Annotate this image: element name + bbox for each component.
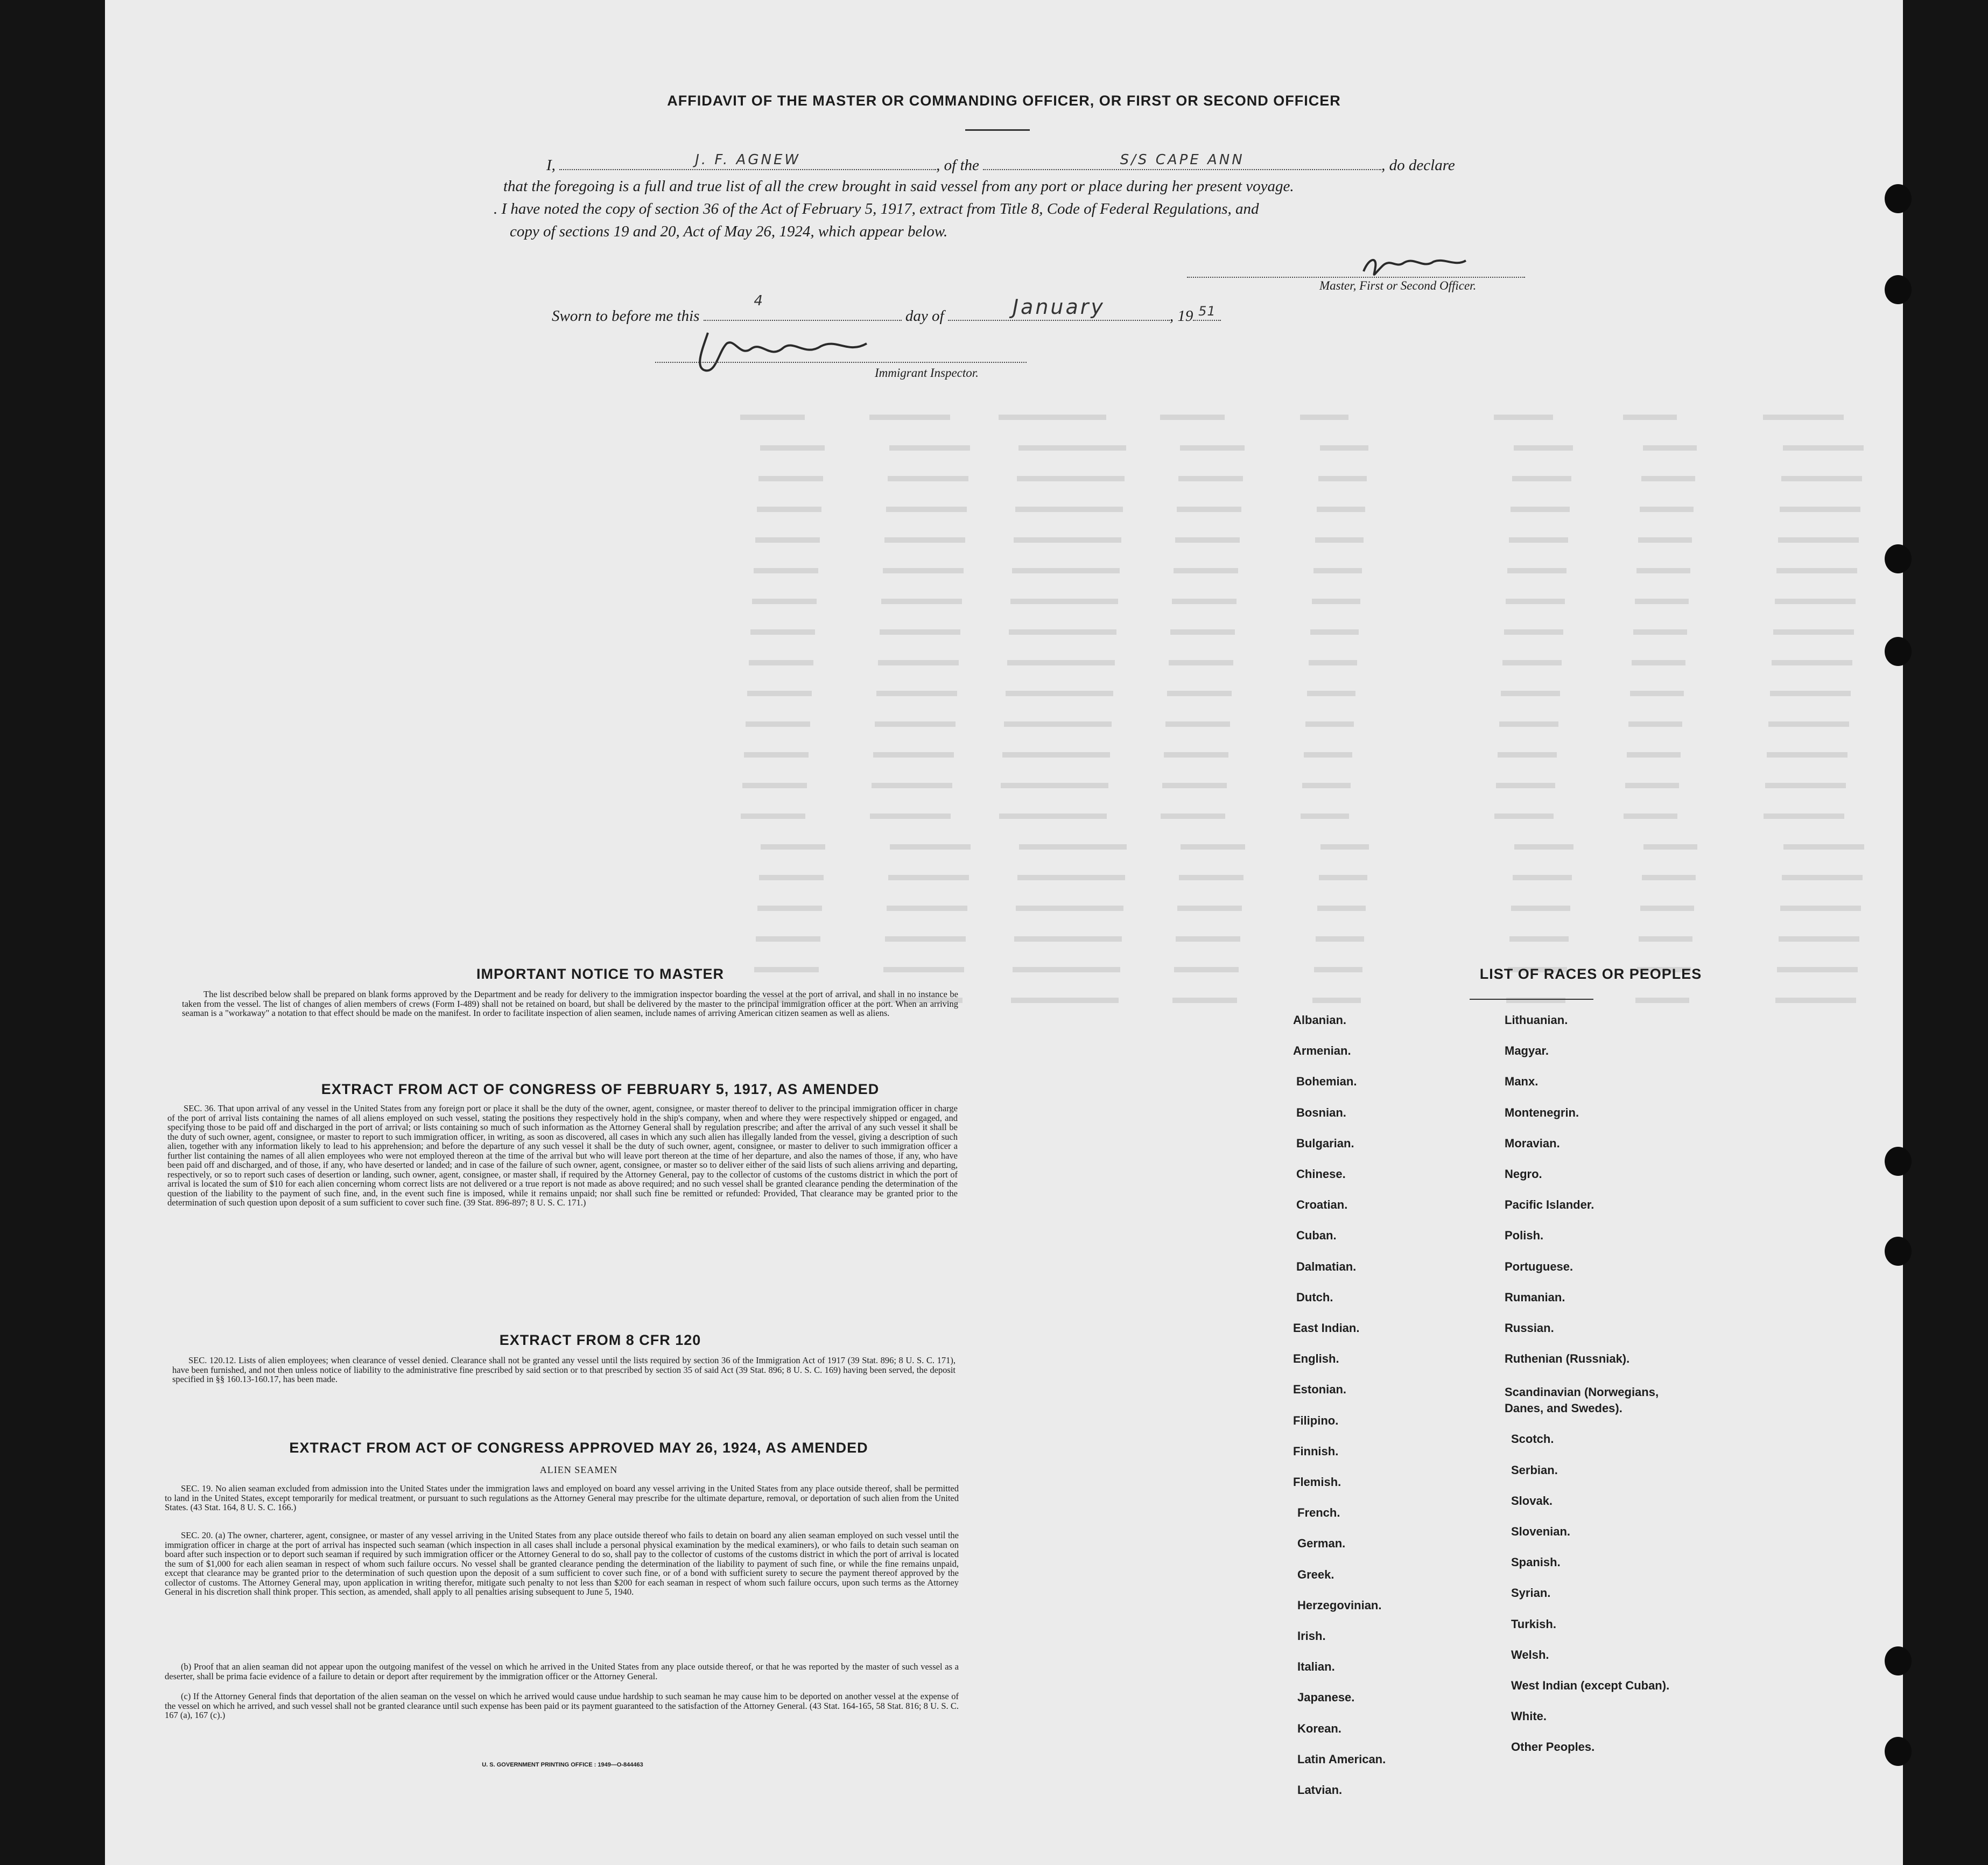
year-prefix: , 19 [1169,307,1193,325]
of-the-text: , of the [936,157,979,174]
race-item: Irish. [1297,1629,1326,1643]
punch-hole [1885,637,1912,666]
master-signature-scrawl [1261,255,1520,277]
race-item: Pacific Islander. [1505,1198,1594,1211]
punch-hole [1885,275,1912,304]
master-signature [1261,255,1520,277]
race-item: Moravian. [1505,1137,1560,1150]
inspector-signature-line [655,362,1027,363]
inspector-caption: Immigrant Inspector. [875,366,979,380]
punch-hole [1885,184,1912,213]
race-item: West Indian (except Cuban). [1511,1679,1670,1692]
year-field [1193,305,1221,321]
master-caption: Master, First or Second Officer. [1319,279,1477,292]
race-item: Croatian. [1296,1198,1348,1211]
notice-body: The list described below shall be prepared on blank forms approved by the Department and be ready for delivery to the immigration inspector boarding the vessel at the port of arrival, and shall in no instance be taken from the vessel. The list of changes of alien members of crews (Form I-489) shall not be retained on board, but shall be delivered by the master to the principal immigration officer at the port. When an arriving seaman is a "workaway" a notation to that effect should be made on the manifest. In order to facilitate inspection of alien seamen, include names of arriving American citizen seamen as well as aliens. [182,989,958,1018]
declarant-name: J. F. AGNEW [695,152,801,168]
race-item: Spanish. [1511,1555,1561,1569]
declaration-line-2: that the foregoing is a full and true list of all the crew brought in said vessel from any port or place during her present voyage. [503,178,1294,195]
race-item: Estonian. [1293,1383,1347,1396]
race-item: East Indian. [1293,1321,1360,1335]
race-item: Greek. [1297,1568,1334,1581]
vessel-name: S/S CAPE ANN [1120,152,1245,168]
races-title-rule [1470,999,1593,1000]
race-item: Negro. [1505,1167,1542,1181]
declarant-name-field [559,154,936,170]
race-item: Bohemian. [1296,1075,1357,1088]
race-item: Chinese. [1296,1167,1346,1181]
race-item: Welsh. [1511,1648,1549,1661]
notice-title: IMPORTANT NOTICE TO MASTER [476,966,724,982]
race-item: White. [1511,1709,1547,1723]
race-item: Russian. [1505,1321,1554,1335]
punch-hole [1885,1237,1912,1266]
extract-cfr-title: EXTRACT FROM 8 CFR 120 [499,1332,701,1348]
race-item: Albanian. [1293,1013,1347,1027]
race-item: Danes, and Swedes). [1505,1401,1622,1415]
race-item: Lithuanian. [1505,1013,1568,1027]
inspector-signature [681,327,896,376]
affidavit-title: AFFIDAVIT OF THE MASTER OR COMMANDING OFFICER, OR FIRST OR SECOND OFFICER [667,93,1341,109]
inspector-signature-scrawl [681,327,896,376]
declaration-line-3: . I have noted the copy of section 36 of the Act of February 5, 1917, extract from Title 8, Code of Federal Regulations, and [494,200,1259,218]
sworn-day: 4 [754,293,765,309]
printer-line: U. S. GOVERNMENT PRINTING OFFICE : 1949—O-844463 [482,1762,643,1768]
race-item: Scandinavian (Norwegians, [1505,1385,1659,1399]
sworn-month-field [948,295,1170,321]
vessel-name-field [983,154,1381,170]
year-suffix: 51 [1198,304,1216,319]
race-item: Latvian. [1297,1783,1343,1797]
race-item: Slovak. [1511,1494,1553,1508]
race-item: Manx. [1505,1075,1539,1088]
race-item: Italian. [1297,1660,1335,1673]
sworn-line [552,293,1221,325]
punch-hole [1885,544,1912,573]
race-item: Flemish. [1293,1475,1341,1489]
race-item: Rumanian. [1505,1291,1565,1304]
master-signature-line [1187,277,1525,278]
document-page [105,0,1903,1865]
race-item: Dalmatian. [1296,1260,1357,1273]
extract-1917-body: SEC. 36. That upon arrival of any vessel in the United States from any foreign port or place it shall be the duty of the owner, agent, consignee, or master thereof to deliver to the principal immigration officer in charge of the port of arrival lists containing the names of all aliens employed on such vessel, stating the positions they respectively hold in the ship's company, when and where they were respectively shipped or engaged, and specifying those to be paid off and discharged in the port of arrival; or lists containing so much of such information as the Attorney General shall by regulation prescribe; and after the arrival of any such vessel it shall be the duty of such owner, agent, consignee, or master to report to such immigration officer, in writing, as soon as discovered, all cases in which any such alien has illegally landed from the vessel, giving a description of such alien, together with any information likely to lead to his apprehension; and before the departure of any such vessel it shall be the duty of such owner, agent, consignee, or master to deliver to such immigration officer a further list containing the names of all alien employees who were not employed thereon at the time of the arrival but who will leave port thereon at the time of her departure, and also the names of those, if any, who have been paid off and discharged, and of those, if any, who have deserted or landed; and in case of the failure of such owner, agent, consignee, or master so to deliver either of the said lists of such aliens arriving and departing, respectively, or so to report such cases of desertion or landing, such owner, agent, consignee, or master shall, if required by the Attorney General, pay to the collector of customs of the customs district in which the port of arrival is located the sum of $10 for each alien concerning whom correct lists are not delivered or a true report is not made as above required; and no such vessel shall be granted clearance pending the determination of the question of the liability to the payment of such fine, and, in the event such fine is imposed, while it remains unpaid; nor shall such fine be remitted or refunded: Provided, That clearance may be granted prior to the determination of such question upon deposit of a sum sufficient to cover such fine. (39 Stat. 896-897; 8 U. S. C. 171.) [167,1103,958,1208]
extract-cfr-body: SEC. 120.12. Lists of alien employees; when clearance of vessel denied. Clearance shall not be granted any vessel until the lists required by section 36 of the Immigration Act of 1917 (39 Stat. 896; 8 U. S. C. 171), have been furnished, and not then unless notice of liability to the administrative fine prescribed by said section or to that prescribed by section 35 of said Act (39 Stat. 896; 8 U. S. C. 169) having been served, the deposit specified in §§ 160.13-160.17, has been made. [172,1355,956,1384]
race-item: Latin American. [1297,1752,1386,1766]
declare-prefix: I, [546,157,556,174]
extract-1917-title: EXTRACT FROM ACT OF CONGRESS OF FEBRUARY 5, 1917, AS AMENDED [321,1081,880,1097]
race-item: Slovenian. [1511,1525,1571,1538]
race-item: German. [1297,1537,1346,1550]
races-title: LIST OF RACES OR PEOPLES [1479,966,1702,982]
race-item: Montenegrin. [1505,1106,1579,1119]
extract-1924-sec20a: SEC. 20. (a) The owner, charterer, agent, consignee, or master of any vessel arriving in the United States from any place outside thereof who fails to detain on board any alien seaman employed on such vessel until the immigration officer in charge at the port of arrival has inspected such seaman (which inspection in all cases shall include a personal physical examination by the medical examiners), or who fails to detain such seaman on board after such inspection or to deport such seaman if required by such immigration officer or the Attorney General to do so, shall pay to the collector of customs of the customs district in which the port of arrival is located the sum of $1,000 for each alien seaman in respect of whom such failure occurs. No vessel shall be granted clearance pending the determination of the liability to payment of such fine, or while the fine remains unpaid, except that clearance may be granted prior to the determination of such question upon the deposit of a sum sufficient to cover such fine, or of a bond with sufficient surety to secure the payment thereof approved by the collector of customs. The Attorney General may, upon application in writing therefor, mitigate such penalty to not less than $200 for each seaman in respect of whom such failure occurs, upon such terms as the Attorney General in his discretion shall think proper. This section, as amended, shall apply to all penalties arising subsequent to June 5, 1940. [165,1530,959,1597]
sworn-prefix: Sworn to before me this [552,307,700,325]
title-rule [965,129,1030,131]
declaration-line-1 [546,154,1666,174]
race-item: Portuguese. [1505,1260,1573,1273]
race-item: Syrian. [1511,1586,1551,1600]
extract-1924-sec19: SEC. 19. No alien seaman excluded from admission into the United States under the immigration laws and employed on board any vessel arriving in the United States from any place outside thereof, shall be permitted to land in the United States, except temporarily for medical treatment, or pursuant to such regulations as the Attorney General may prescribe for the ultimate departure, removal, or deportation of such alien from the United States. (43 Stat. 164, 8 U. S. C. 166.) [165,1483,959,1512]
race-item: Magyar. [1505,1044,1549,1057]
race-item: Japanese. [1297,1691,1355,1704]
punch-hole [1885,1737,1912,1766]
extract-1924-sec20b: (b) Proof that an alien seaman did not appear upon the outgoing manifest of the vessel on which he arrived in the United States from any place outside thereof, or that he was reported by the master of such vessel as a deserter, shall be prima facie evidence of a failure to detain or deport after requirement by the immigration officer or the Attorney General. [165,1661,959,1681]
extract-1924-sec20c: (c) If the Attorney General finds that deportation of the alien seaman on the vessel on which he arrived would cause undue hardship to such seaman he may cause him to be deported on another vessel at the expense of the vessel on which he arrived, and such vessel shall not be granted clearance until such expense has been paid or its payment guaranteed to the satisfaction of the Attorney General. (43 Stat. 164-165, 58 Stat. 816; 8 U. S. C. 167 (a), 167 (c).) [165,1691,959,1720]
race-item: Dutch. [1296,1291,1333,1304]
race-item: Turkish. [1511,1617,1556,1631]
race-item: Serbian. [1511,1463,1558,1477]
race-item: Scotch. [1511,1432,1554,1446]
race-item: Herzegovinian. [1297,1598,1382,1612]
punch-hole [1885,1147,1912,1176]
extract-1924-subtitle: ALIEN SEAMEN [539,1464,618,1475]
punch-hole [1885,1646,1912,1675]
race-item: Bulgarian. [1296,1137,1354,1150]
sworn-month: January [1012,295,1105,319]
race-item: French. [1297,1506,1340,1519]
race-item: Finnish. [1293,1445,1339,1458]
race-item: Ruthenian (Russniak). [1505,1352,1630,1365]
race-item: English. [1293,1352,1339,1365]
day-of-text: day of [905,307,944,325]
race-item: Cuban. [1296,1229,1337,1242]
race-item: Polish. [1505,1229,1544,1242]
race-item: Bosnian. [1296,1106,1346,1119]
race-item: Filipino. [1293,1414,1339,1427]
race-item: Korean. [1297,1722,1341,1735]
extract-1924-title: EXTRACT FROM ACT OF CONGRESS APPROVED MAY 26, 1924, AS AMENDED [289,1440,868,1456]
do-declare-text: , do declare [1381,157,1455,174]
race-item: Other Peoples. [1511,1740,1595,1754]
declaration-line-4: copy of sections 19 and 20, Act of May 26, 1924, which appear below. [510,223,948,240]
race-item: Armenian. [1293,1044,1351,1057]
sworn-day-field [704,293,902,321]
